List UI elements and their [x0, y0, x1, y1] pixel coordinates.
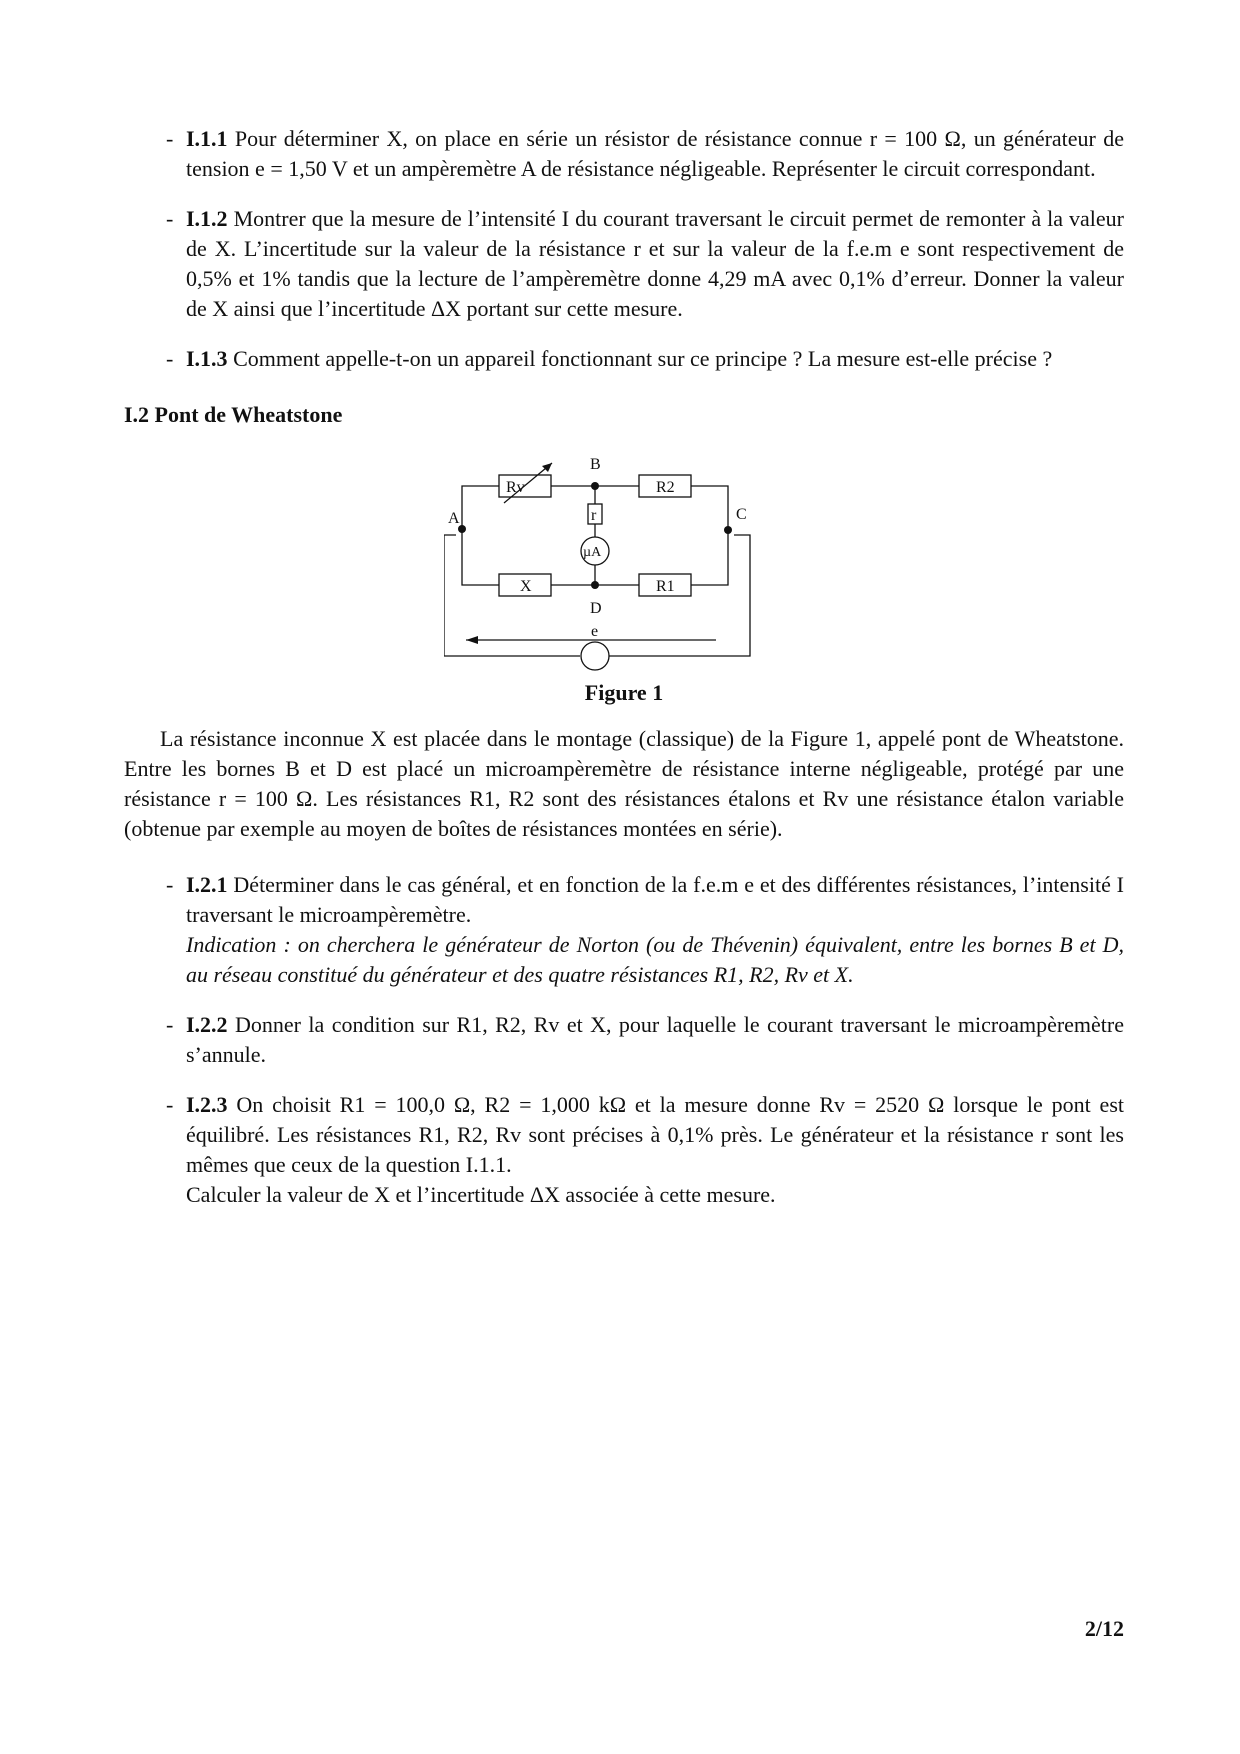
question-id: I.1.3 [186, 346, 228, 371]
question-I-1-1: - I.1.1 Pour déterminer X, on place en série un résistor de résistance connue r = 100 Ω, un générateur de tension e = 1,50 V et un ampèremètre A de résistance négligeable. Représenter le circuit correspondant. [166, 126, 1124, 181]
question-text: Montrer que la mesure de l’intensité I du courant traversant le circuit permet de remonter à la valeur de X. L’incertitude sur la valeur de la résistance r et sur la valeur de la f.e.m e sont respectivement de 0,5% et 1% tandis que la lecture de l’ampèremètre donne 4,29 mA avec 0,1% d’erreur. Donner la valeur de X ainsi que l’incertitude ΔX portant sur cette mesure. [186, 206, 1124, 321]
question-id: I.2.1 [186, 872, 228, 897]
wire-a-top [462, 486, 499, 529]
question-text: On choisit R1 = 100,0 Ω, R2 = 1,000 kΩ et la mesure donne Rv = 2520 Ω lorsque le pont est équilibré. Les résistances R1, R2, Rv sont précises à 0,1% près. Le générateur et la résistance r sont les mêmes que ceux de la question I.1.1. [186, 1092, 1124, 1177]
circuit-diagram [444, 436, 784, 676]
question-text: Comment appelle-t-on un appareil fonctionnant sur ce principe ? La mesure est-elle précise ? [233, 346, 1053, 371]
question-hint: Indication : on cherchera le générateur de Norton (ou de Thévenin) équivalent, entre les bornes B et D, au réseau constitué du générateur et des quatre résistances R1, R2, Rv et X. [186, 932, 1124, 987]
label-x: X [520, 578, 532, 595]
node-b [591, 482, 599, 490]
node-d [591, 581, 599, 589]
generator-e [581, 642, 609, 670]
page-content [124, 124, 1124, 1230]
question-I-1-2: - I.1.2 Montrer que la mesure de l’intensité I du courant traversant le circuit permet de remonter à la valeur de X. L’incertitude sur la valeur de la résistance r et sur la valeur de la f.e.m e sont respectivement de 0,5% et 1% tandis que la lecture de l’ampèremètre donne 4,29 mA avec 0,1% d’erreur. Donner la valeur de X ainsi que l’incertitude ΔX portant sur cette mesure. [166, 206, 1124, 321]
wire-r1-c [691, 530, 728, 585]
question-id: I.1.1 [186, 126, 228, 151]
label-r2: R2 [656, 479, 675, 496]
question-id: I.2.3 [186, 1092, 228, 1117]
section-title: I.2 Pont de Wheatstone [124, 402, 343, 427]
node-c [724, 526, 732, 534]
label-rv: Rv [506, 479, 525, 496]
label-b: B [590, 456, 601, 473]
question-id: I.2.2 [186, 1012, 228, 1037]
question-I-2-3: - I.2.3 On choisit R1 = 100,0 Ω, R2 = 1,000 kΩ et la mesure donne Rv = 2520 Ω lorsque le pont est équilibré. Les résistances R1, R2, Rv sont précises à 0,1% près. Le générateur et la résistance r sont les mêmes que ceux de la question I.1.1. Calculer la valeur de X et l’incertitude ΔX associée à cette mesure. [124, 1090, 1124, 1210]
label-r1: R1 [656, 578, 675, 595]
label-d: D [590, 600, 602, 617]
wheatstone-bridge-figure [124, 436, 1124, 676]
question-id: I.1.2 [186, 206, 228, 231]
label-a: A [448, 510, 460, 527]
question-I-2-1: - I.2.1 Déterminer dans le cas général, et en fonction de la f.e.m e et des différentes résistances, l’intensité I traversant le microampèremètre. Indication : on cherchera le générateur de Norton (ou de Thévenin) équivalent, entre les bornes B et D, au réseau constitué du générateur et des quatre résistances R1, R2, Rv et X. [124, 870, 1124, 990]
label-r: r [591, 507, 597, 524]
wire-a-bottom [462, 529, 499, 585]
question-text: Donner la condition sur R1, R2, Rv et X, pour laquelle le courant traversant le microampèremètre s’annule. [186, 1012, 1125, 1067]
label-e: e [591, 623, 599, 640]
wire-r2-c [691, 486, 728, 530]
intro-paragraph: La résistance inconnue X est placée dans le montage (classique) de la Figure 1, appelé pont de Wheatstone. Entre les bornes B et D est placé un microampèremètre de résistance interne négligeable, protégé par une résistance r = 100 Ω. Les résistances R1, R2 sont des résistances étalons et Rv une résistance étalon variable (obtenue par exemple au moyen de boîtes de résistances montées en série). [124, 726, 1124, 841]
figure-caption: Figure 1 [584, 680, 664, 705]
question-I-1-3: - I.1.3 Comment appelle-t-on un appareil fonctionnant sur ce principe ? La mesure est-elle précise ? [166, 346, 1053, 371]
question-text: Pour déterminer X, on place en série un résistor de résistance connue r = 100 Ω, un générateur de tension e = 1,50 V et un ampèremètre A de résistance négligeable. Représenter le circuit correspondant. [186, 126, 1124, 181]
page-number: 2/12 [1084, 1616, 1124, 1641]
question-text-continued: Calculer la valeur de X et l’incertitude ΔX associée à cette mesure. [186, 1182, 776, 1207]
question-I-2-2: - I.2.2 Donner la condition sur R1, R2, Rv et X, pour laquelle le courant traversant le microampèremètre s’annule. [166, 1012, 1125, 1067]
label-microammeter: µA [583, 545, 602, 560]
label-c: C [736, 506, 747, 523]
question-text: Déterminer dans le cas général, et en fonction de la f.e.m e et des différentes résistances, l’intensité I traversant le microampèremètre. [186, 872, 1125, 927]
emf-arrowhead [466, 636, 478, 644]
